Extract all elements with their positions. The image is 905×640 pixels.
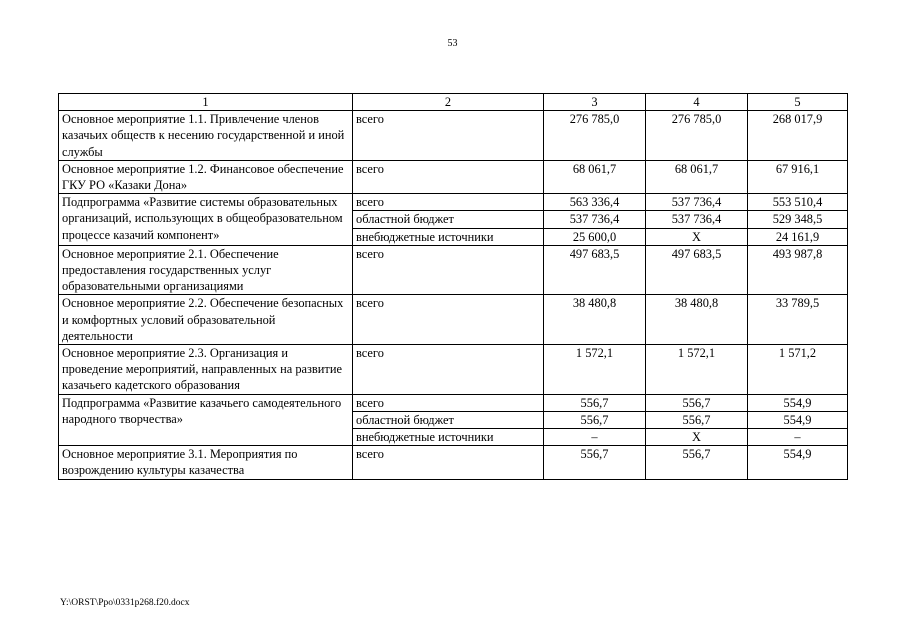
value-col5-cell: 24 161,9 <box>748 228 848 245</box>
funding-source-cell: всего <box>353 446 544 479</box>
activity-name-cell: Основное мероприятие 2.3. Организация и проведение мероприятий, направленных на развитие казачьего кадетского образования <box>59 345 353 395</box>
value-col4-cell: 497 683,5 <box>646 245 748 295</box>
table-row <box>59 446 848 479</box>
value-col5-cell: 554,9 <box>748 394 848 411</box>
value-col3-cell: 276 785,0 <box>544 111 646 161</box>
table-row <box>59 160 848 193</box>
budget-table <box>58 93 848 480</box>
value-col4-cell: 68 061,7 <box>646 160 748 193</box>
value-col4-cell: Х <box>646 228 748 245</box>
funding-source-cell: внебюджетные источники <box>353 429 544 446</box>
value-col4-cell: Х <box>646 429 748 446</box>
value-col3-cell: 556,7 <box>544 446 646 479</box>
table-row <box>59 394 848 411</box>
header-cell: 1 <box>59 94 353 111</box>
value-col5-cell: 67 916,1 <box>748 160 848 193</box>
value-col4-cell: 1 572,1 <box>646 345 748 395</box>
header-cell: 3 <box>544 94 646 111</box>
value-col3-cell: 38 480,8 <box>544 295 646 345</box>
value-col5-cell: 33 789,5 <box>748 295 848 345</box>
activity-name-cell: Основное мероприятие 1.2. Финансовое обеспечение ГКУ РО «Казаки Дона» <box>59 160 353 193</box>
value-col5-cell: – <box>748 429 848 446</box>
activity-name-cell: Основное мероприятие 2.1. Обеспечение предоставления государственных услуг образовательными организациями <box>59 245 353 295</box>
funding-source-cell: всего <box>353 295 544 345</box>
value-col3-cell: 497 683,5 <box>544 245 646 295</box>
funding-source-cell: областной бюджет <box>353 211 544 228</box>
value-col5-cell: 554,9 <box>748 446 848 479</box>
value-col5-cell: 529 348,5 <box>748 211 848 228</box>
funding-source-cell: всего <box>353 394 544 411</box>
value-col4-cell: 537 736,4 <box>646 194 748 211</box>
value-col5-cell: 554,9 <box>748 411 848 428</box>
value-col4-cell: 556,7 <box>646 411 748 428</box>
value-col5-cell: 553 510,4 <box>748 194 848 211</box>
table-body <box>59 111 848 479</box>
value-col4-cell: 276 785,0 <box>646 111 748 161</box>
activity-name-cell: Основное мероприятие 3.1. Мероприятия по возрождению культуры казачества <box>59 446 353 479</box>
header-cell: 4 <box>646 94 748 111</box>
activity-name-cell: Основное мероприятие 1.1. Привлечение членов казачьих обществ к несению государственной и иной службы <box>59 111 353 161</box>
value-col5-cell: 268 017,9 <box>748 111 848 161</box>
value-col3-cell: 537 736,4 <box>544 211 646 228</box>
header-cell: 2 <box>353 94 544 111</box>
activity-name-cell: Подпрограмма «Развитие системы образовательных организаций, использующих в общеобразовательном процессе казачий компонент» <box>59 194 353 246</box>
value-col5-cell: 493 987,8 <box>748 245 848 295</box>
table-row <box>59 194 848 211</box>
header-cell: 5 <box>748 94 848 111</box>
value-col3-cell: – <box>544 429 646 446</box>
value-col3-cell: 556,7 <box>544 394 646 411</box>
value-col4-cell: 537 736,4 <box>646 211 748 228</box>
value-col3-cell: 68 061,7 <box>544 160 646 193</box>
value-col4-cell: 556,7 <box>646 394 748 411</box>
activity-name-cell: Подпрограмма «Развитие казачьего самодеятельного народного творчества» <box>59 394 353 446</box>
footer-file-path: Y:\ORST\Ppo\0331p268.f20.docx <box>60 598 190 608</box>
funding-source-cell: всего <box>353 111 544 161</box>
value-col4-cell: 38 480,8 <box>646 295 748 345</box>
table-row <box>59 345 848 395</box>
funding-source-cell: всего <box>353 160 544 193</box>
funding-source-cell: областной бюджет <box>353 411 544 428</box>
table-row <box>59 111 848 161</box>
value-col3-cell: 563 336,4 <box>544 194 646 211</box>
value-col3-cell: 556,7 <box>544 411 646 428</box>
table-row <box>59 295 848 345</box>
funding-source-cell: всего <box>353 194 544 211</box>
funding-source-cell: всего <box>353 345 544 395</box>
value-col4-cell: 556,7 <box>646 446 748 479</box>
activity-name-cell: Основное мероприятие 2.2. Обеспечение безопасных и комфортных условий образовательной деятельности <box>59 295 353 345</box>
value-col5-cell: 1 571,2 <box>748 345 848 395</box>
page-number: 53 <box>447 38 458 49</box>
value-col3-cell: 1 572,1 <box>544 345 646 395</box>
funding-source-cell: всего <box>353 245 544 295</box>
funding-source-cell: внебюджетные источники <box>353 228 544 245</box>
value-col3-cell: 25 600,0 <box>544 228 646 245</box>
table-row <box>59 245 848 295</box>
header-row <box>59 94 848 111</box>
